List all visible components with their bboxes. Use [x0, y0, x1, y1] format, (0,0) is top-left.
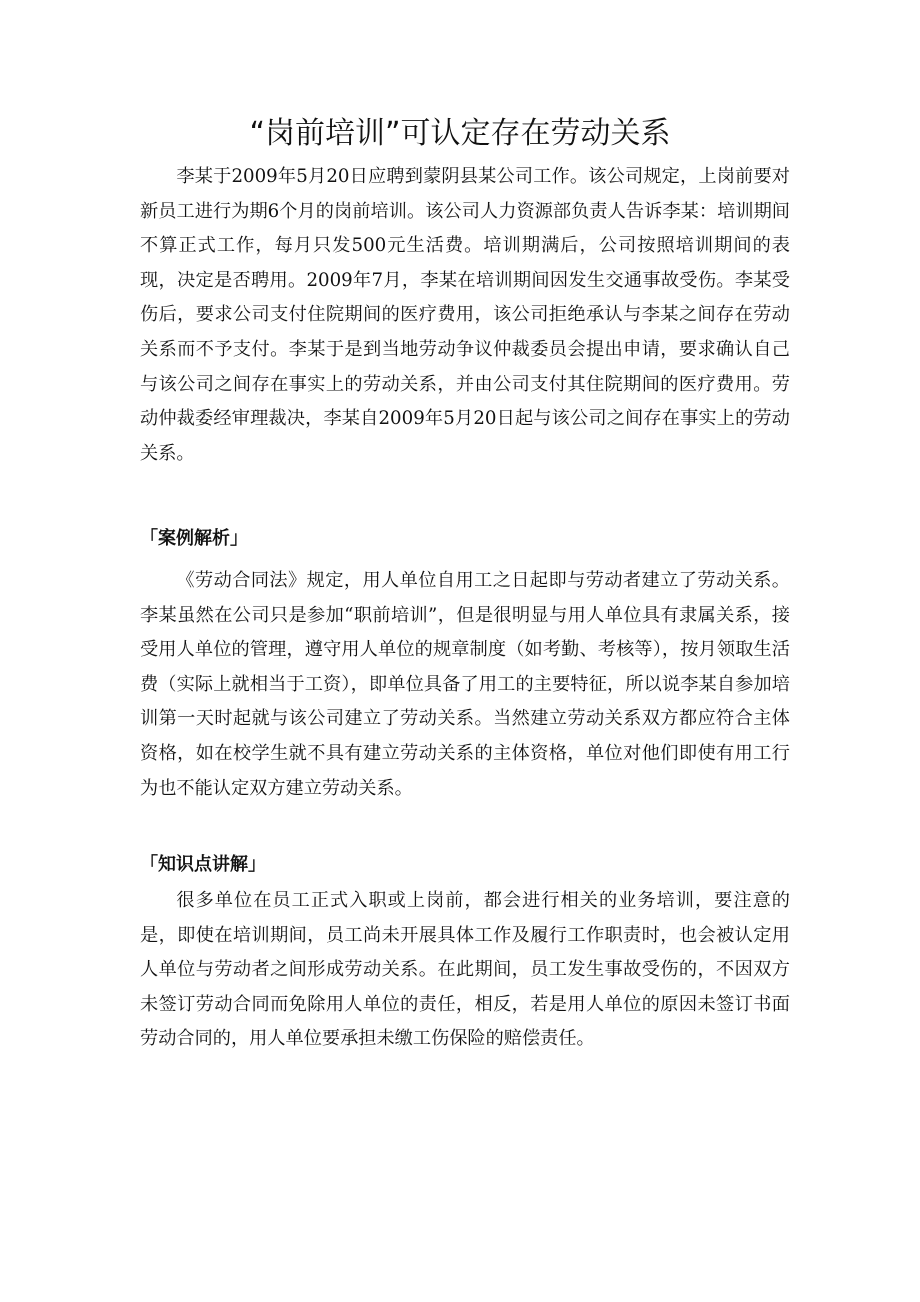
case-paragraph: 李某于2009年5月20日应聘到蒙阴县某公司工作。该公司规定，上岗前要对新员工进行为期6个月的岗前培训。该公司人力资源部负责人告诉李某：培训期间不算正式工作，每月只发500元生活费。培训期满后，公司按照培训期间的表现，决定是否聘用。2009年7月，李某在培训期间因发生交通事故受伤。李某受伤后，要求公司支付住院期间的医疗费用，该公司拒绝承认与李某之间存在劳动关系而不予支付。李某于是到当地劳动争议仲裁委员会提出申请，要求确认自己与该公司之间存在事实上的劳动关系，并由公司支付其住院期间的医疗费用。劳动仲裁委经审理裁决，李某自2009年5月20日起与该公司之间存在事实上的劳动关系。 — [140, 166, 790, 464]
document-title: “岗前培训”可认定存在劳动关系 — [249, 116, 671, 151]
section-heading-knowledge-point: 「知识点讲解」 — [140, 854, 266, 875]
case-analysis-paragraph: 《劳动合同法》规定，用人单位自用工之日起即与劳动者建立了劳动关系。李某虽然在公司只是参加“职前培训”，但是很明显与用人单位具有隶属关系，接受用人单位的管理，遵守用人单位的规章制度（如考勤、考核等），按月领取生活费（实际上就相当于工资），即单位具备了用工的主要特征，所以说李某自参加培训第一天时起就与该公司建立了劳动关系。当然建立劳动关系双方都应符合主体资格，如在校学生就不具有建立劳动关系的主体资格，单位对他们即使有用工行为也不能认定双方建立劳动关系。 — [140, 570, 790, 799]
knowledge-point-paragraph: 很多单位在员工正式入职或上岗前，都会进行相关的业务培训，要注意的是，即使在培训期间，员工尚未开展具体工作及履行工作职责时，也会被认定用人单位与劳动者之间形成劳动关系。在此期间，员工发生事故受伤的，不因双方未签订劳动合同而免除用人单位的责任，相反，若是用人单位的原因未签订书面劳动合同的，用人单位要承担未缴工伤保险的赔偿责任。 — [140, 890, 790, 1050]
section-heading-case-analysis: 「案例解析」 — [140, 528, 248, 549]
